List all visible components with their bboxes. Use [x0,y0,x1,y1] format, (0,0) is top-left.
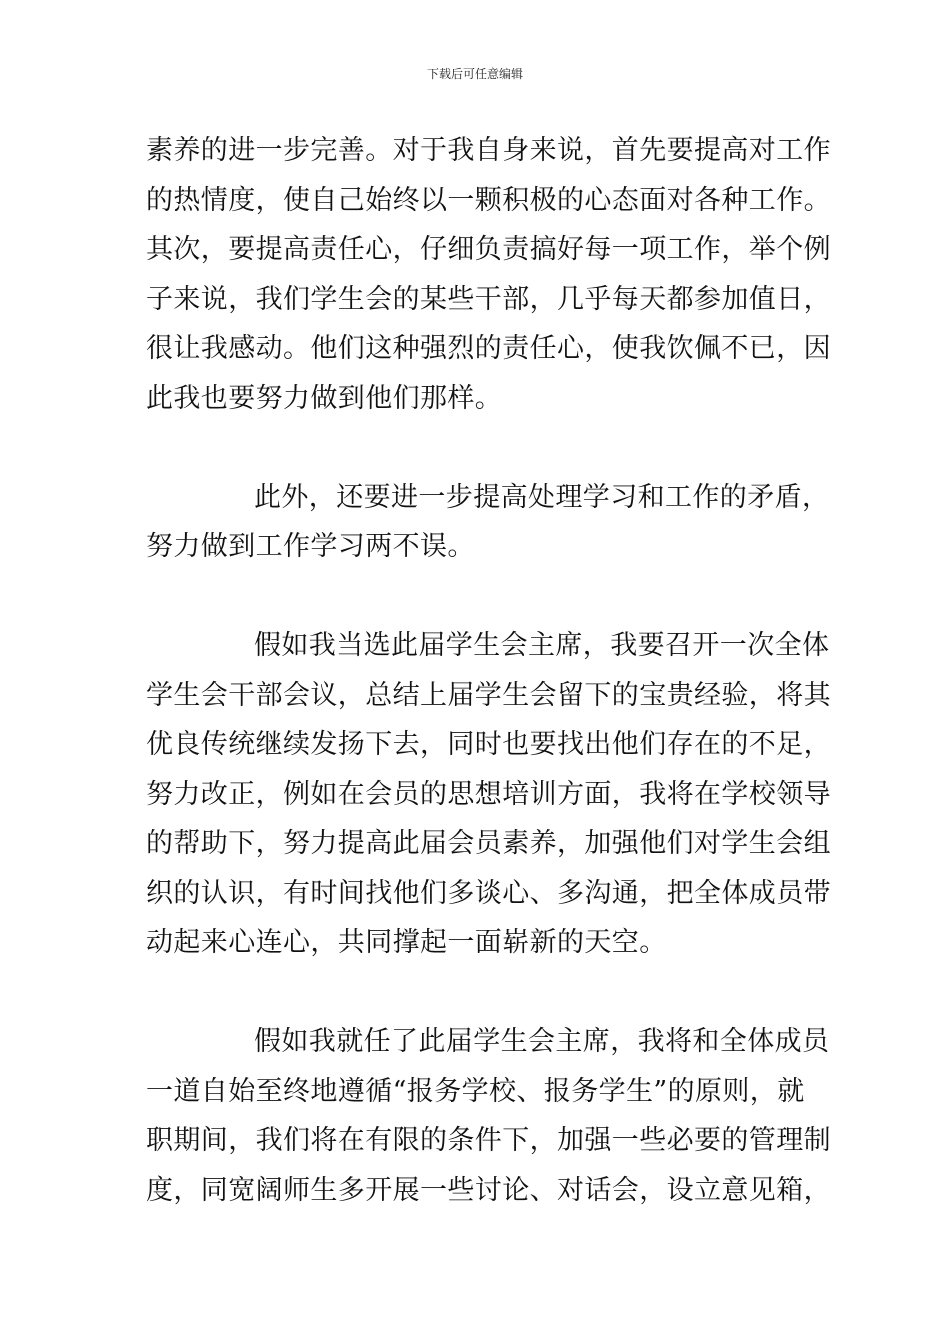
text-line: 此外，还要进一步提高处理学习和工作的矛盾， [254,481,830,513]
paragraph-gap [146,968,806,1018]
paragraph-1 [146,126,831,423]
text-line: 其次，要提高责任心，仔细负责搞好每一项工作，举个例 [146,234,831,265]
text-line: 学生会干部会议，总结上届学生会留下的宝贵经验，将其 [146,679,831,711]
text-line: 动起来心连心，共同撑起一面崭新的天空。 [146,927,667,958]
text-line: 优良传统继续发扬下去，同时也要找出他们存在的不足， [146,729,831,760]
text-line: 职期间，我们将在有限的条件下，加强一些必要的管理制 [146,1125,831,1156]
text-line: 此我也要努力做到他们那样。 [146,382,503,414]
text-line: 一道自始至终地遵循“报务学校、报务学生”的原则，就 [146,1075,805,1107]
paragraph-gap [146,423,806,473]
document-body [146,126,831,1215]
text-line: 素养的进一步完善。对于我自身来说，首先要提高对工作 [146,135,831,166]
text-line: 的热情度，使自己始终以一颗积极的心态面对各种工作。 [146,184,831,216]
paragraph-3 [146,621,831,968]
text-line: 假如我当选此届学生会主席，我要召开一次全体 [254,630,830,661]
text-line: 织的认识，有时间找他们多谈心、多沟通，把全体成员带 [146,877,831,909]
page-header: 下载后可任意编辑 [426,67,523,81]
text-line: 子来说，我们学生会的某些干部，几乎每天都参加值日， [146,283,831,315]
text-line: 很让我感动。他们这种强烈的责任心，使我饮佩不已，因 [146,333,831,364]
paragraph-2 [146,473,830,572]
text-line: 努力改正，例如在会员的思想培训方面，我将在学校领导 [146,778,831,810]
text-line: 的帮助下，努力提高此届会员素养，加强他们对学生会组 [146,828,831,859]
paragraph-4 [146,1017,831,1215]
paragraph-gap [146,572,806,622]
text-line: 度，同宽阔师生多开展一些讨论、对话会，设立意见箱， [146,1174,831,1206]
text-line: 假如我就任了此届学生会主席，我将和全体成员 [254,1026,830,1057]
text-line: 努力做到工作学习两不误。 [146,531,475,562]
